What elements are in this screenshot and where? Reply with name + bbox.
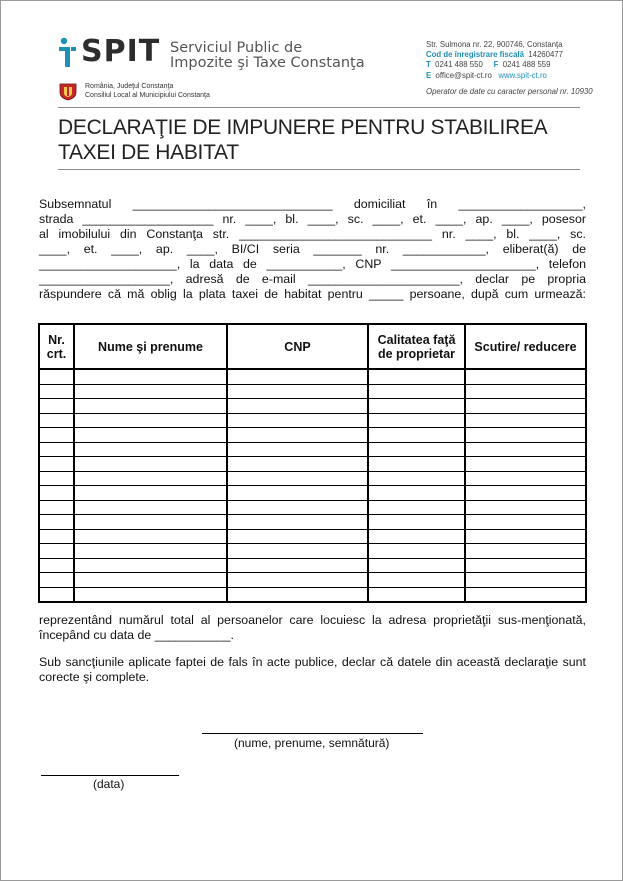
- signature-line[interactable]: [202, 733, 423, 734]
- table-cell[interactable]: [39, 471, 74, 486]
- table-cell[interactable]: [74, 457, 227, 472]
- fiscal-code: Cod de înregistrare fiscală 14260477: [426, 50, 563, 60]
- table-cell[interactable]: [465, 515, 586, 530]
- col-nr-crt: Nr. crt.: [39, 324, 74, 369]
- table-row[interactable]: [39, 558, 586, 573]
- table-cell[interactable]: [465, 413, 586, 428]
- table-row[interactable]: [39, 573, 586, 588]
- table-row[interactable]: [39, 399, 586, 414]
- table-cell[interactable]: [39, 573, 74, 588]
- table-cell[interactable]: [39, 384, 74, 399]
- table-row[interactable]: [39, 457, 586, 472]
- table-row[interactable]: [39, 500, 586, 515]
- declarant-form-text: Subsemnatul _____________________________ domiciliat în __________________, strada ___________________ nr. ____, bl. ____, sc. ____, et. ____, ap. ____, posesor al imobilului din Constanţa str. ____________________________ nr. ____, bl. ____, sc. ____, et. ____, ap. ____, BI/CI seria _______ nr. ____________, eliberat(ă) de ____________________, la data de ___________, CNP _____________________, telefon ___________________, adresă de e-mail ______________________, declar pe propria răspundere că mă oblig la plata taxei de habitat pentru _____ persoane, după cum urmează:: [39, 197, 586, 301]
- table-cell[interactable]: [74, 413, 227, 428]
- document-title: DECLARAŢIE DE IMPUNERE PENTRU STABILIREA TAXEI DE HABITAT: [58, 116, 548, 164]
- table-row[interactable]: [39, 413, 586, 428]
- table-row[interactable]: [39, 384, 586, 399]
- table-cell[interactable]: [368, 529, 465, 544]
- table-row[interactable]: [39, 587, 586, 602]
- table-cell[interactable]: [368, 500, 465, 515]
- table-cell[interactable]: [74, 471, 227, 486]
- table-cell[interactable]: [227, 471, 368, 486]
- table-cell[interactable]: [465, 573, 586, 588]
- table-cell[interactable]: [227, 442, 368, 457]
- table-row[interactable]: [39, 442, 586, 457]
- table-header-row: [39, 324, 586, 369]
- table-cell[interactable]: [74, 384, 227, 399]
- legal-statement: Sub sancţiunile aplicate faptei de fals în acte publice, declar că datele din această declaraţie sunt corecte şi complete.: [39, 655, 586, 684]
- table-cell[interactable]: [227, 384, 368, 399]
- table-cell[interactable]: [465, 486, 586, 501]
- title-divider: [58, 169, 580, 170]
- table-cell[interactable]: [74, 529, 227, 544]
- table-cell[interactable]: [465, 457, 586, 472]
- table-cell[interactable]: [227, 587, 368, 602]
- table-cell[interactable]: [227, 544, 368, 559]
- logo-wordmark: SPIT: [81, 34, 161, 69]
- table-cell[interactable]: [39, 428, 74, 443]
- table-cell[interactable]: [227, 500, 368, 515]
- table-cell[interactable]: [227, 413, 368, 428]
- table-cell[interactable]: [368, 486, 465, 501]
- table-cell[interactable]: [39, 413, 74, 428]
- region-info: România, Judeţul Constanţa Consiliul Local al Municipiului Constanţa: [85, 83, 210, 99]
- table-cell[interactable]: [39, 457, 74, 472]
- table-cell[interactable]: [74, 558, 227, 573]
- col-cnp: CNP: [227, 324, 368, 369]
- table-cell[interactable]: [227, 399, 368, 414]
- date-caption: (data): [93, 777, 125, 791]
- table-row[interactable]: [39, 369, 586, 384]
- table-cell[interactable]: [227, 486, 368, 501]
- table-cell[interactable]: [368, 384, 465, 399]
- table-cell[interactable]: [368, 544, 465, 559]
- table-cell[interactable]: [227, 529, 368, 544]
- table-cell[interactable]: [368, 369, 465, 384]
- header-divider: [58, 107, 580, 108]
- total-persons-statement: reprezentând numărul total al persoanelor care locuiesc la adresa proprietăţii sus-menţionată, începând cu data de ___________.: [39, 613, 586, 642]
- table-cell[interactable]: [465, 384, 586, 399]
- date-line[interactable]: [41, 775, 179, 776]
- table-cell[interactable]: [74, 428, 227, 443]
- table-cell[interactable]: [465, 428, 586, 443]
- table-cell[interactable]: [465, 558, 586, 573]
- table-row[interactable]: [39, 515, 586, 530]
- table-cell[interactable]: [227, 558, 368, 573]
- table-cell[interactable]: [39, 515, 74, 530]
- data-operator: Operator de date cu caracter personal nr. 10930: [426, 86, 593, 96]
- table-cell[interactable]: [39, 500, 74, 515]
- table-row[interactable]: [39, 544, 586, 559]
- spit-logo-icon: [58, 37, 78, 69]
- email-web: E office@spit-ct.ro www.spit-ct.ro: [426, 70, 547, 80]
- table-cell[interactable]: [74, 369, 227, 384]
- table-cell[interactable]: [39, 544, 74, 559]
- table-cell[interactable]: [465, 500, 586, 515]
- table-cell[interactable]: [39, 587, 74, 602]
- table-cell[interactable]: [465, 471, 586, 486]
- persons-table: [38, 323, 587, 603]
- table-cell[interactable]: [39, 529, 74, 544]
- phone-fax: T 0241 488 550 F 0241 488 559: [426, 60, 551, 70]
- table-cell[interactable]: [39, 486, 74, 501]
- table-cell[interactable]: [465, 587, 586, 602]
- col-name: Nume şi prenume: [74, 324, 227, 369]
- table-cell[interactable]: [74, 573, 227, 588]
- table-cell[interactable]: [227, 573, 368, 588]
- table-cell[interactable]: [368, 399, 465, 414]
- table-cell[interactable]: [227, 515, 368, 530]
- table-cell[interactable]: [74, 442, 227, 457]
- table-cell[interactable]: [368, 457, 465, 472]
- table-cell[interactable]: [368, 471, 465, 486]
- table-cell[interactable]: [74, 587, 227, 602]
- organization-name: Serviciul Public de Impozite şi Taxe Constanţa: [170, 40, 365, 71]
- table-cell[interactable]: [368, 515, 465, 530]
- table-cell[interactable]: [74, 500, 227, 515]
- table-cell[interactable]: [465, 442, 586, 457]
- table-cell[interactable]: [368, 558, 465, 573]
- col-relationship: Calitatea faţă de proprietar: [368, 324, 465, 369]
- table-cell[interactable]: [74, 399, 227, 414]
- table-cell[interactable]: [368, 428, 465, 443]
- table-cell[interactable]: [368, 573, 465, 588]
- table-cell[interactable]: [465, 529, 586, 544]
- table-cell[interactable]: [39, 369, 74, 384]
- table-cell[interactable]: [227, 428, 368, 443]
- romania-crest-icon: [58, 81, 78, 101]
- col-exemption: Scutire/ reducere: [465, 324, 586, 369]
- table-cell[interactable]: [74, 515, 227, 530]
- table-cell[interactable]: [368, 587, 465, 602]
- table-cell[interactable]: [74, 544, 227, 559]
- table-cell[interactable]: [227, 369, 368, 384]
- address: Str. Sulmona nr. 22, 900746, Constanţa: [426, 40, 563, 49]
- table-row[interactable]: [39, 428, 586, 443]
- signature-caption: (nume, prenume, semnătură): [234, 736, 390, 750]
- table-cell[interactable]: [39, 399, 74, 414]
- table-cell[interactable]: [368, 442, 465, 457]
- table-cell[interactable]: [39, 558, 74, 573]
- table-cell[interactable]: [465, 544, 586, 559]
- contact-block: [426, 40, 593, 97]
- table-cell[interactable]: [39, 442, 74, 457]
- table-row[interactable]: [39, 471, 586, 486]
- table-cell[interactable]: [227, 457, 368, 472]
- table-cell[interactable]: [74, 486, 227, 501]
- table-cell[interactable]: [465, 399, 586, 414]
- table-cell[interactable]: [368, 413, 465, 428]
- table-cell[interactable]: [465, 369, 586, 384]
- table-row[interactable]: [39, 486, 586, 501]
- table-row[interactable]: [39, 529, 586, 544]
